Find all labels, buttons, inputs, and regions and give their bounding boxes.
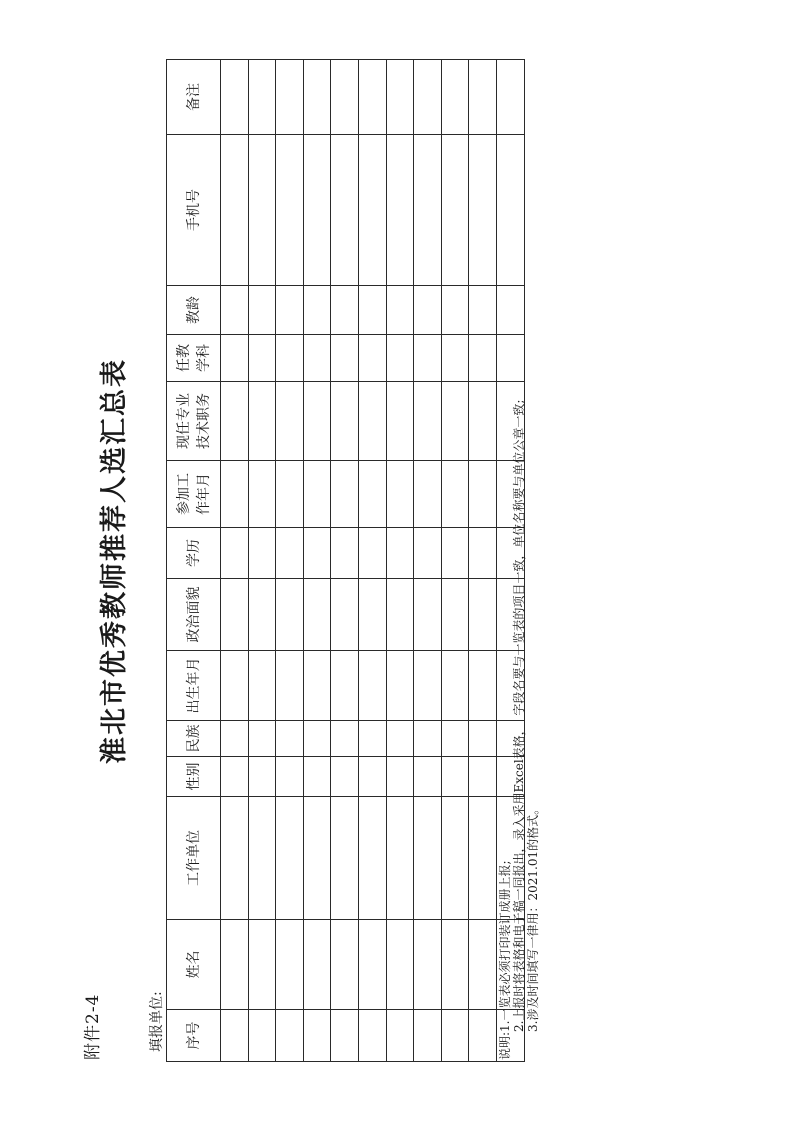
table-cell[interactable] [441,1010,469,1062]
table-cell[interactable] [386,528,414,579]
attachment-label: 附件2-4 [83,993,103,1060]
table-cell[interactable] [469,757,497,797]
note-item: 1.一览表必须打印装订成册上报; [498,860,512,1032]
column-header-text: 民族 [185,724,202,753]
table-cell[interactable] [303,135,331,286]
table-cell[interactable] [386,721,414,757]
table-cell[interactable] [358,757,386,797]
table-cell[interactable] [441,797,469,920]
table-cell[interactable] [303,920,331,1010]
table-cell[interactable] [221,335,249,382]
table-cell[interactable] [386,1010,414,1062]
table-cell[interactable] [248,382,276,461]
table-cell[interactable] [303,579,331,651]
table-cell[interactable] [276,757,304,797]
column-header [167,60,221,135]
column-header-text: 姓名 [185,950,202,979]
table-body [221,60,525,1062]
table-cell[interactable] [386,461,414,528]
table-cell[interactable] [303,797,331,920]
table-cell[interactable] [221,721,249,757]
column-header-text: 技术职务 [195,393,212,449]
table-cell[interactable] [221,60,249,135]
table-cell[interactable] [414,60,442,135]
column-header-text: 手机号 [185,189,202,231]
column-header-text: 现任专业 [175,393,192,449]
table-cell[interactable] [414,382,442,461]
table-cell[interactable] [414,1010,442,1062]
table-cell[interactable] [386,60,414,135]
table-cell[interactable] [441,382,469,461]
table-cell[interactable] [414,335,442,382]
column-header [167,920,221,1010]
table-cell[interactable] [496,60,524,135]
table-cell[interactable] [331,721,359,757]
table-cell[interactable] [221,757,249,797]
table-cell[interactable] [276,461,304,528]
table-cell[interactable] [331,920,359,1010]
notes-section [498,400,540,1060]
table-cell[interactable] [276,135,304,286]
table-cell[interactable] [331,382,359,461]
column-header-text: 政治面貌 [185,586,202,643]
column-header-text: 备注 [185,83,202,111]
column-header-text: 教龄 [185,296,202,324]
table-cell[interactable] [469,135,497,286]
table-cell[interactable] [386,335,414,382]
table-cell[interactable] [248,920,276,1010]
table-cell[interactable] [276,1010,304,1062]
table-cell[interactable] [386,797,414,920]
table-cell[interactable] [221,651,249,721]
table-cell[interactable] [358,797,386,920]
table-cell[interactable] [358,721,386,757]
table-cell[interactable] [221,920,249,1010]
note-item: 2.上报时将表格和电子稿一同报出，录入采用Excel表格， 字段名要与一览表的项目一致，单位名称要与单位公章一致; [512,399,526,1032]
table-cell[interactable] [331,797,359,920]
fill-unit-label: 填报单位: [149,991,165,1052]
column-header-text: 参加工 [175,473,192,515]
column-header-text: 出生年月 [185,657,202,714]
table-cell[interactable] [414,721,442,757]
table-row [276,60,304,1062]
table-cell[interactable] [414,797,442,920]
table-cell[interactable] [358,382,386,461]
column-header [167,797,221,920]
table-row [386,60,414,1062]
table-cell[interactable] [276,721,304,757]
table-cell[interactable] [496,286,524,335]
column-header [167,528,221,579]
column-header [167,286,221,335]
table-cell[interactable] [469,721,497,757]
table-cell[interactable] [303,382,331,461]
table-cell[interactable] [276,286,304,335]
table-cell[interactable] [386,579,414,651]
table-cell[interactable] [331,579,359,651]
table-cell[interactable] [441,757,469,797]
table-cell[interactable] [358,579,386,651]
column-header-text: 任教 [175,344,192,372]
table-cell[interactable] [331,135,359,286]
table-cell[interactable] [414,461,442,528]
note-item: 3.涉及时间填写一律用：2021.01的格式。 [526,802,540,1032]
table-cell[interactable] [303,721,331,757]
column-header [167,757,221,797]
table-cell[interactable] [331,1010,359,1062]
notes-list [498,400,540,1032]
table-cell[interactable] [469,60,497,135]
table-cell[interactable] [221,135,249,286]
document-title: 淮北市优秀教师推荐人选汇总表 [99,358,130,764]
column-header-text: 工作单位 [185,830,202,886]
table-cell[interactable] [386,135,414,286]
table-cell[interactable] [358,135,386,286]
table-cell[interactable] [441,721,469,757]
table-cell[interactable] [441,920,469,1010]
table-cell[interactable] [248,60,276,135]
column-header [167,721,221,757]
table-cell[interactable] [276,579,304,651]
table-cell[interactable] [469,579,497,651]
table-cell[interactable] [248,461,276,528]
table-cell[interactable] [386,651,414,721]
column-header-text: 学科 [195,344,212,372]
table-cell[interactable] [248,286,276,335]
table-cell[interactable] [248,797,276,920]
table-cell[interactable] [358,1010,386,1062]
table-cell[interactable] [496,335,524,382]
table-cell[interactable] [303,757,331,797]
table-cell[interactable] [469,797,497,920]
table-cell[interactable] [441,335,469,382]
table-cell[interactable] [358,60,386,135]
column-header [167,135,221,286]
table-cell[interactable] [414,579,442,651]
table-cell[interactable] [414,528,442,579]
table-row [248,60,276,1062]
table-row [303,60,331,1062]
table-cell[interactable] [441,60,469,135]
table-cell[interactable] [469,651,497,721]
table-cell[interactable] [221,382,249,461]
table-cell[interactable] [221,528,249,579]
table-cell[interactable] [469,286,497,335]
table-cell[interactable] [358,920,386,1010]
column-header [167,1010,221,1062]
table-row [441,60,469,1062]
table-cell[interactable] [248,721,276,757]
table-cell[interactable] [303,461,331,528]
table-cell[interactable] [276,528,304,579]
table-cell[interactable] [414,920,442,1010]
column-header-text: 性别 [185,762,202,791]
column-header [167,461,221,528]
notes-label: 说明: [498,1031,512,1060]
table-cell[interactable] [303,651,331,721]
table-cell[interactable] [331,528,359,579]
table-cell[interactable] [469,528,497,579]
table-cell[interactable] [441,579,469,651]
table-cell[interactable] [441,528,469,579]
column-header [167,579,221,651]
table-cell[interactable] [386,286,414,335]
table-cell[interactable] [414,757,442,797]
table-cell[interactable] [414,286,442,335]
table-row [221,60,249,1062]
column-header-text: 序号 [185,1021,202,1050]
table-cell[interactable] [358,335,386,382]
table-cell[interactable] [469,461,497,528]
table-cell[interactable] [331,335,359,382]
column-header [167,335,221,382]
table-cell[interactable] [496,135,524,286]
column-header-text: 作年月 [195,473,212,515]
table-cell[interactable] [221,286,249,335]
table-cell[interactable] [248,651,276,721]
table-cell[interactable] [469,335,497,382]
table-cell[interactable] [221,461,249,528]
table-cell[interactable] [221,579,249,651]
table-row [469,60,497,1062]
table-cell[interactable] [331,461,359,528]
table-cell[interactable] [469,1010,497,1062]
table-cell[interactable] [358,528,386,579]
table-cell[interactable] [303,335,331,382]
table-cell[interactable] [248,135,276,286]
table-cell[interactable] [358,651,386,721]
table-row [414,60,442,1062]
table-cell[interactable] [331,651,359,721]
table-row [358,60,386,1062]
table-cell[interactable] [441,135,469,286]
table-cell[interactable] [358,461,386,528]
table-cell[interactable] [276,382,304,461]
table-cell[interactable] [276,920,304,1010]
column-header-text: 学历 [185,539,202,567]
table-cell[interactable] [221,1010,249,1062]
table-cell[interactable] [441,286,469,335]
table-cell[interactable] [276,651,304,721]
table-cell[interactable] [386,382,414,461]
table-cell[interactable] [331,757,359,797]
table-cell[interactable] [331,286,359,335]
table-cell[interactable] [303,528,331,579]
column-header [167,382,221,461]
summary-table [166,59,525,1062]
table-cell[interactable] [303,60,331,135]
table-cell[interactable] [248,579,276,651]
table-cell[interactable] [331,60,359,135]
table-cell[interactable] [276,60,304,135]
table-cell[interactable] [276,797,304,920]
table-cell[interactable] [248,335,276,382]
table-cell[interactable] [441,461,469,528]
table-cell[interactable] [248,757,276,797]
table-header-row [167,60,221,1062]
table-cell[interactable] [469,382,497,461]
table-cell[interactable] [248,1010,276,1062]
table-cell[interactable] [358,286,386,335]
table-cell[interactable] [303,286,331,335]
table-cell[interactable] [441,651,469,721]
table-row [331,60,359,1062]
table-cell[interactable] [276,335,304,382]
table-cell[interactable] [414,135,442,286]
table-cell[interactable] [386,757,414,797]
table-cell[interactable] [221,797,249,920]
table-cell[interactable] [248,528,276,579]
table-cell[interactable] [386,920,414,1010]
column-header [167,651,221,721]
table-cell[interactable] [414,651,442,721]
table-cell[interactable] [303,1010,331,1062]
table-cell[interactable] [469,920,497,1010]
